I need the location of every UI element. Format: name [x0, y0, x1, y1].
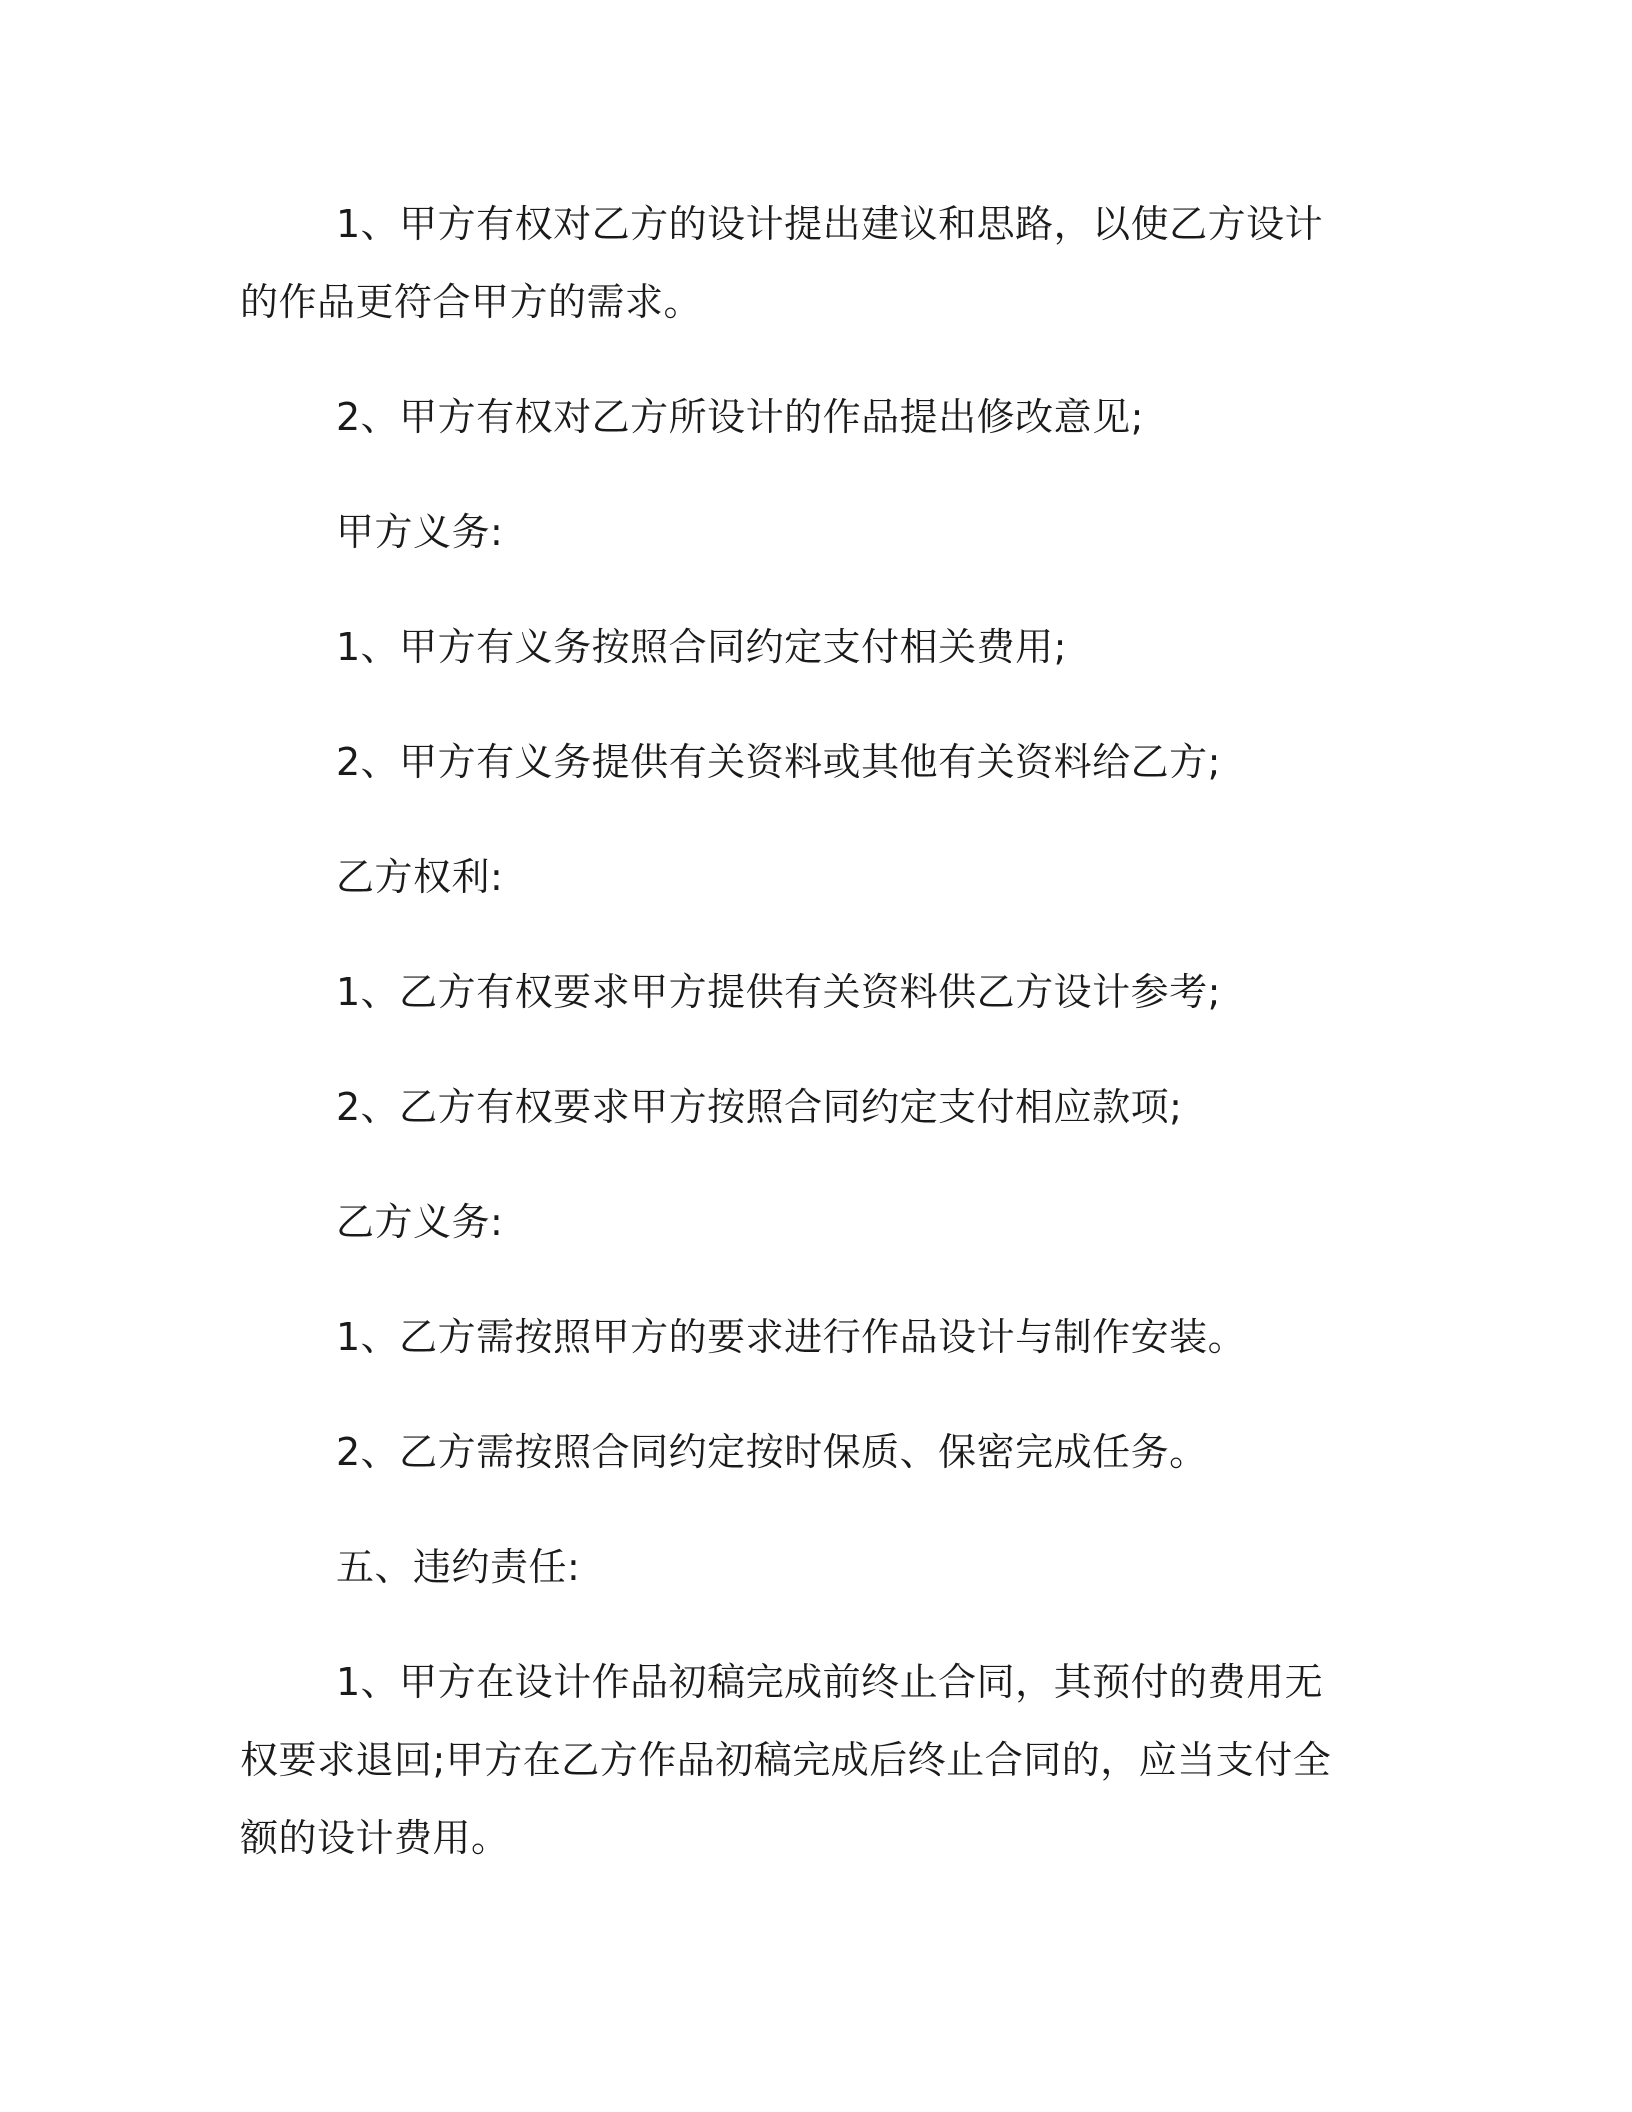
heading-breach-liability: 五、违约责任: — [336, 1545, 581, 1589]
document-body — [240, 185, 1360, 1914]
clause-breach-1: 1、甲方在设计作品初稿完成前终止合同，其预付的费用无权要求退回;甲方在乙方作品初稿完成后终止合同的，应当支付全额的设计费用。 — [240, 1660, 1332, 1860]
clause-party-a-obligation-1: 1、甲方有义务按照合同约定支付相关费用; — [336, 625, 1067, 669]
clause-party-a-right-2: 2、甲方有权对乙方所设计的作品提出修改意见; — [336, 395, 1144, 439]
heading-party-b-obligations: 乙方义务: — [336, 1200, 504, 1244]
clause-party-b-obligation-1: 1、乙方需按照甲方的要求进行作品设计与制作安装。 — [336, 1315, 1247, 1359]
clause-party-b-right-2: 2、乙方有权要求甲方按照合同约定支付相应款项; — [336, 1085, 1183, 1129]
clause-party-a-right-1: 1、甲方有权对乙方的设计提出建议和思路，以使乙方设计的作品更符合甲方的需求。 — [240, 202, 1324, 324]
clause-party-b-right-1: 1、乙方有权要求甲方提供有关资料供乙方设计参考; — [336, 970, 1221, 1014]
clause-party-a-obligation-2: 2、甲方有义务提供有关资料或其他有关资料给乙方; — [336, 740, 1221, 784]
heading-party-a-obligations: 甲方义务: — [336, 510, 504, 554]
heading-party-b-rights: 乙方权利: — [336, 855, 504, 899]
clause-party-b-obligation-2: 2、乙方需按照合同约定按时保质、保密完成任务。 — [336, 1430, 1208, 1474]
